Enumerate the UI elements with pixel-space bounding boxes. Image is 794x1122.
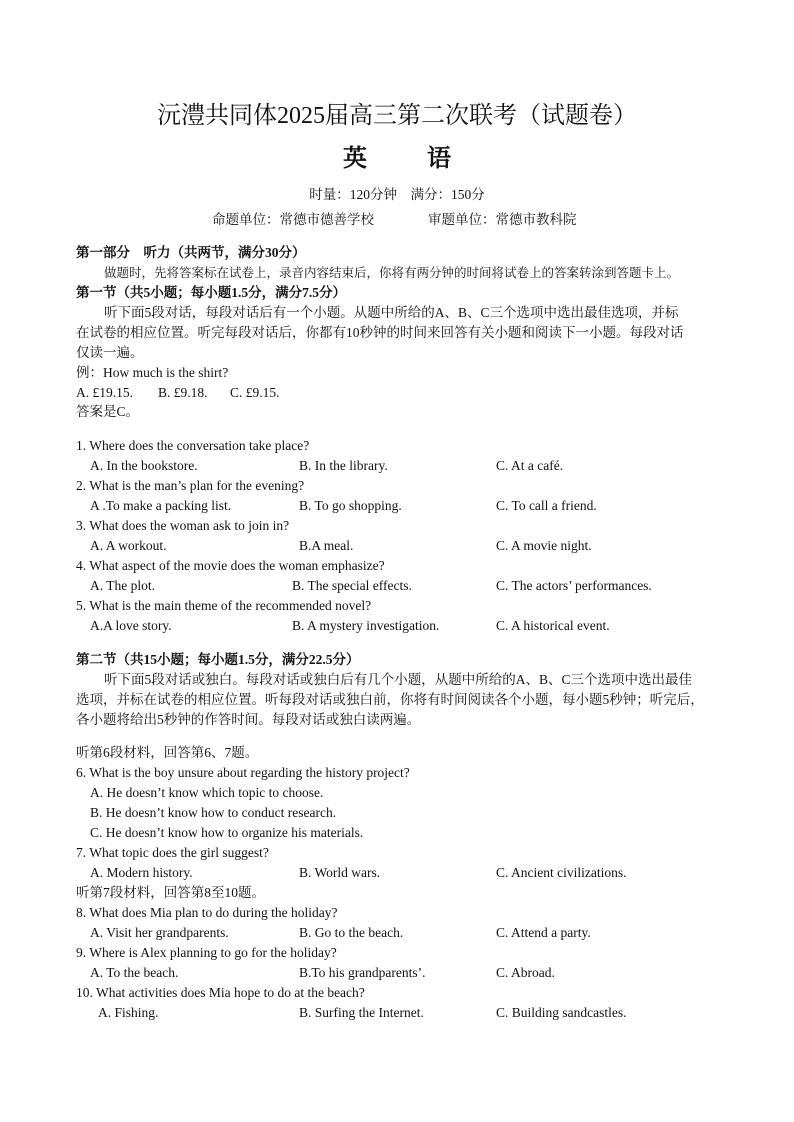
exam-title: 沅澧共同体2025届高三第二次联考（试题卷）: [157, 103, 637, 129]
option-a: A .To make a packing list.: [90, 498, 232, 513]
example-question: 例：How much is the shirt?: [76, 365, 229, 380]
option-b: B. In the library.: [299, 458, 388, 473]
example-answer: 答案是C。: [76, 404, 140, 419]
option-c: C. At a café.: [496, 458, 564, 473]
option-c: C. To call a friend.: [496, 498, 597, 513]
option-b: B. The special effects.: [292, 578, 412, 593]
option-b: B. Go to the beach.: [299, 925, 404, 940]
option-a: A.A love story.: [90, 618, 172, 633]
option-b: B. Surfing the Internet.: [299, 1005, 424, 1020]
option-b: B. World wars.: [299, 865, 381, 880]
question-stem: 10. What activities does Mia hope to do at the beach?: [76, 985, 365, 1000]
section1-instruction-line: 仅读一遍。: [76, 345, 144, 360]
option-a: A. In the bookstore.: [90, 458, 198, 473]
option-b: B.To his grandparents’.: [299, 965, 426, 980]
section2-heading: 第二节（共15小题；每小题1.5分，满分22.5分）: [76, 652, 360, 667]
option-c: C. Ancient civilizations.: [496, 865, 627, 880]
reviewer: 审题单位：常德市教科院: [428, 212, 577, 227]
option-c: C. The actors’ performances.: [496, 578, 652, 593]
option-b: B.A meal.: [299, 538, 354, 553]
section1-instruction-line: 听下面5段对话，每段对话后有一个小题。从题中所给的A、B、C三个选项中选出最佳选项，并标: [104, 305, 679, 320]
option-c: C. A movie night.: [496, 538, 592, 553]
part1-heading: 第一部分 听力（共两节，满分30分）: [76, 245, 306, 260]
question-stem: 6. What is the boy unsure about regarding the history project?: [76, 765, 410, 780]
option-a: A. A workout.: [90, 538, 167, 553]
section2-instruction-line: 选项，并标在试卷的相应位置。听每段对话或独白前，你将有时间阅读各个小题，每小题5秒钟；听完后，: [76, 692, 704, 707]
option-a: A. Modern history.: [90, 865, 193, 880]
question-stem: 5. What is the main theme of the recommended novel?: [76, 598, 372, 613]
option-a: A. To the beach.: [90, 965, 179, 980]
option-c: C. Abroad.: [496, 965, 555, 980]
option-b: B. To go shopping.: [299, 498, 402, 513]
option-a: A. He doesn’t know which topic to choose.: [90, 785, 324, 800]
section2-instruction-line: 各小题将给出5秒钟的作答时间。每段对话或独白读两遍。: [76, 712, 421, 727]
option-a: A. The plot.: [90, 578, 155, 593]
option-a: A. Visit her grandparents.: [90, 925, 229, 940]
option-a: A. Fishing.: [98, 1005, 159, 1020]
material-instruction: 听第7段材料，回答第8至10题。: [76, 885, 265, 900]
example-option: B. £9.18.: [158, 385, 208, 400]
option-c: C. He doesn’t know how to organize his materials.: [90, 825, 364, 840]
subject-title: 英 语: [343, 146, 469, 172]
question-stem: 9. Where is Alex planning to go for the holiday?: [76, 945, 337, 960]
example-option: A. £19.15.: [76, 385, 133, 400]
option-c: C. Building sandcastles.: [496, 1005, 627, 1020]
time-info: 时量：120分钟 满分：150分: [309, 187, 485, 202]
option-c: C. A historical event.: [496, 618, 610, 633]
option-c: C. Attend a party.: [496, 925, 591, 940]
section1-instruction-line: 在试卷的相应位置。听完每段对话后，你都有10秒钟的时间来回答有关小题和阅读下一小题。每段对话: [76, 325, 684, 340]
question-stem: 7. What topic does the girl suggest?: [76, 845, 269, 860]
question-stem: 8. What does Mia plan to do during the holiday?: [76, 905, 338, 920]
option-b: B. He doesn’t know how to conduct research.: [90, 805, 337, 820]
section2-instruction-line: 听下面5段对话或独白。每段对话或独白后有几个小题，从题中所给的A、B、C三个选项中选出最佳: [104, 672, 693, 687]
question-stem: 4. What aspect of the movie does the woman emphasize?: [76, 558, 385, 573]
part1-instruction: 做题时，先将答案标在试卷上，录音内容结束后，你将有两分钟的时间将试卷上的答案转涂到答题卡上。: [104, 266, 680, 280]
question-stem: 2. What is the man’s plan for the evening?: [76, 478, 305, 493]
option-b: B. A mystery investigation.: [292, 618, 440, 633]
example-option: C. £9.15.: [230, 385, 280, 400]
section1-heading: 第一节（共5小题；每小题1.5分，满分7.5分）: [76, 285, 346, 300]
question-stem: 1. Where does the conversation take place?: [76, 438, 310, 453]
question-stem: 3. What does the woman ask to join in?: [76, 518, 290, 533]
proposer: 命题单位：常德市德善学校: [212, 212, 374, 227]
material-instruction: 听第6段材料，回答第6、7题。: [76, 745, 259, 760]
